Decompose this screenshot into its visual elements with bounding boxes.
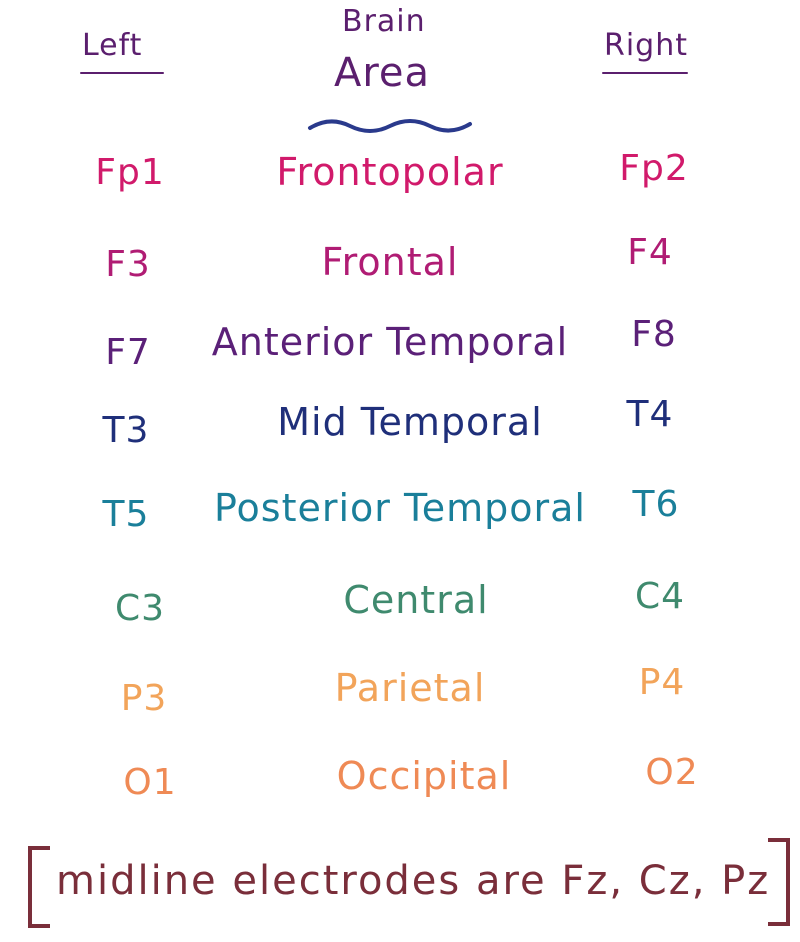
row-area-label: Frontal: [321, 240, 459, 284]
footer-right-bracket: [768, 838, 790, 926]
row-left-label: C3: [114, 588, 166, 629]
wave-line: [310, 121, 470, 131]
row-area-label: Frontopolar: [276, 150, 504, 194]
row-area-label: Posterior Temporal: [213, 486, 586, 530]
row-right-label: T4: [626, 394, 674, 435]
row-left-label: P3: [120, 678, 168, 719]
row-left-label: F3: [105, 244, 151, 285]
row-left-label: T3: [102, 410, 150, 451]
row-right-label: T6: [632, 484, 680, 525]
header-area-wave: [300, 110, 480, 140]
row-left-label: T5: [102, 494, 150, 535]
row-area-label: Occipital: [336, 754, 512, 798]
row-left-label: F7: [105, 332, 151, 373]
header-area-line1: Brain: [342, 4, 426, 39]
header-right-underline: [602, 72, 688, 74]
header-left: Left: [82, 28, 143, 63]
row-area-label: Anterior Temporal: [211, 320, 569, 364]
row-left-label: O1: [123, 762, 177, 803]
header-right: Right: [604, 28, 688, 63]
header-left-underline: [80, 72, 164, 74]
row-right-label: F4: [627, 232, 673, 273]
row-area-label: Central: [343, 578, 489, 622]
header-area-line2: Area: [334, 50, 431, 96]
row-area-label: Mid Temporal: [277, 400, 543, 444]
footer-left-bracket: [28, 846, 50, 928]
row-right-label: Fp2: [619, 148, 689, 189]
row-right-label: F8: [631, 314, 677, 355]
row-right-label: C4: [634, 576, 686, 617]
row-left-label: Fp1: [95, 152, 165, 193]
row-area-label: Parietal: [334, 666, 486, 710]
row-right-label: P4: [638, 662, 686, 703]
row-right-label: O2: [645, 752, 699, 793]
footer-midline-note: midline electrodes are Fz, Cz, Pz: [56, 858, 771, 904]
